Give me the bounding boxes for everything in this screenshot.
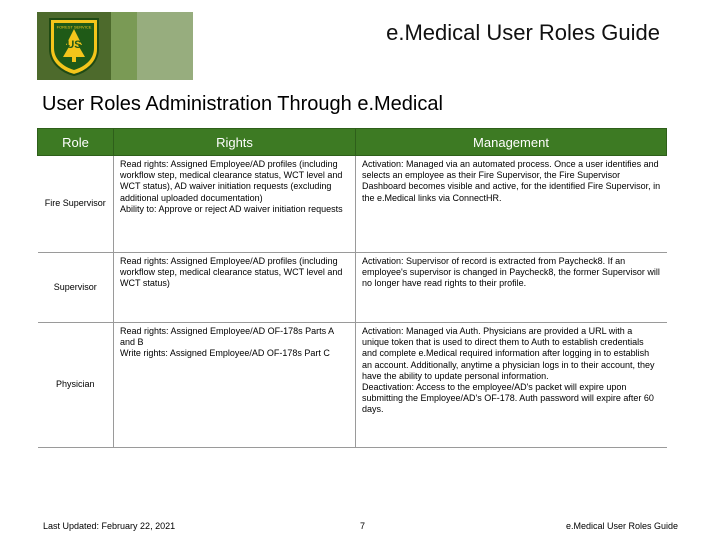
deactivation-text: Deactivation: Access to the employee/AD's packet will expire upon submitting the Employee/AD's OF-178. Auth password will expire after 60 days. xyxy=(362,382,654,415)
forest-service-shield-icon xyxy=(46,15,102,77)
table-row xyxy=(38,156,667,253)
rights-cell xyxy=(114,323,356,448)
role-cell: Supervisor xyxy=(38,253,114,323)
write-rights: Write rights: Assigned Employee/AD OF-178s Part C xyxy=(120,348,330,359)
activation-text: Activation: Supervisor of record is extracted from Paycheck8. If an employee's supervisor is changed in Paycheck8, the former Supervisor will no longer have read rights to their profile. xyxy=(362,256,660,289)
page-title: e.Medical User Roles Guide xyxy=(386,20,660,45)
activation-text: Activation: Managed via an automated process. Once a user identifies and selects an employee as their Fire Supervisor, the Fire Supervisor Dashboard becomes visible and active, for the identified Fire Supervisor, in the e.Medical links via ConnectHR. xyxy=(362,159,661,203)
management-cell xyxy=(356,156,667,253)
table-row xyxy=(38,323,667,448)
activation-text: Activation: Managed via Auth. Physicians are provided a URL with a unique token that is used to direct them to Auth to establish credentials and complete e.Medical required information after logging in to establish an account. Additionally, anytime a physician logs in to their account, they have the ability to update personal information. xyxy=(362,326,655,381)
header-band-mid xyxy=(111,12,137,80)
role-cell: Physician xyxy=(38,323,114,448)
rights-cell xyxy=(114,156,356,253)
ability-rights: Ability to: Approve or reject AD waiver initiation requests xyxy=(120,203,343,214)
table-row xyxy=(38,253,667,323)
footer-guide-title: e.Medical User Roles Guide xyxy=(566,521,679,531)
column-header-management: Management xyxy=(356,129,667,156)
svg-text:US: US xyxy=(66,39,82,51)
role-cell: Fire Supervisor xyxy=(38,156,114,253)
page-number: 7 xyxy=(360,521,366,531)
management-cell xyxy=(356,323,667,448)
rights-cell xyxy=(114,253,356,323)
last-updated: Last Updated: February 22, 2021 xyxy=(43,521,176,531)
read-rights: Read rights: Assigned Employee/AD profiles (including workflow step, medical clearance status, WCT level and WCT status), AD waiver initiation requests (excluding additional uploaded documentation) xyxy=(120,159,343,203)
read-rights: Read rights: Assigned Employee/AD profiles (including workflow step, medical clearance status, WCT level and WCT status) xyxy=(120,256,343,289)
header-band-light xyxy=(137,12,193,80)
read-rights: Read rights: Assigned Employee/AD OF-178s Parts A and B xyxy=(120,326,334,348)
section-subtitle: User Roles Administration Through e.Medical xyxy=(42,93,443,115)
column-header-rights: Rights xyxy=(114,129,356,156)
roles-table xyxy=(37,128,667,448)
table-header-row xyxy=(38,129,667,156)
svg-text:FOREST SERVICE: FOREST SERVICE xyxy=(56,24,92,30)
column-header-role: Role xyxy=(38,129,114,156)
management-cell xyxy=(356,253,667,323)
